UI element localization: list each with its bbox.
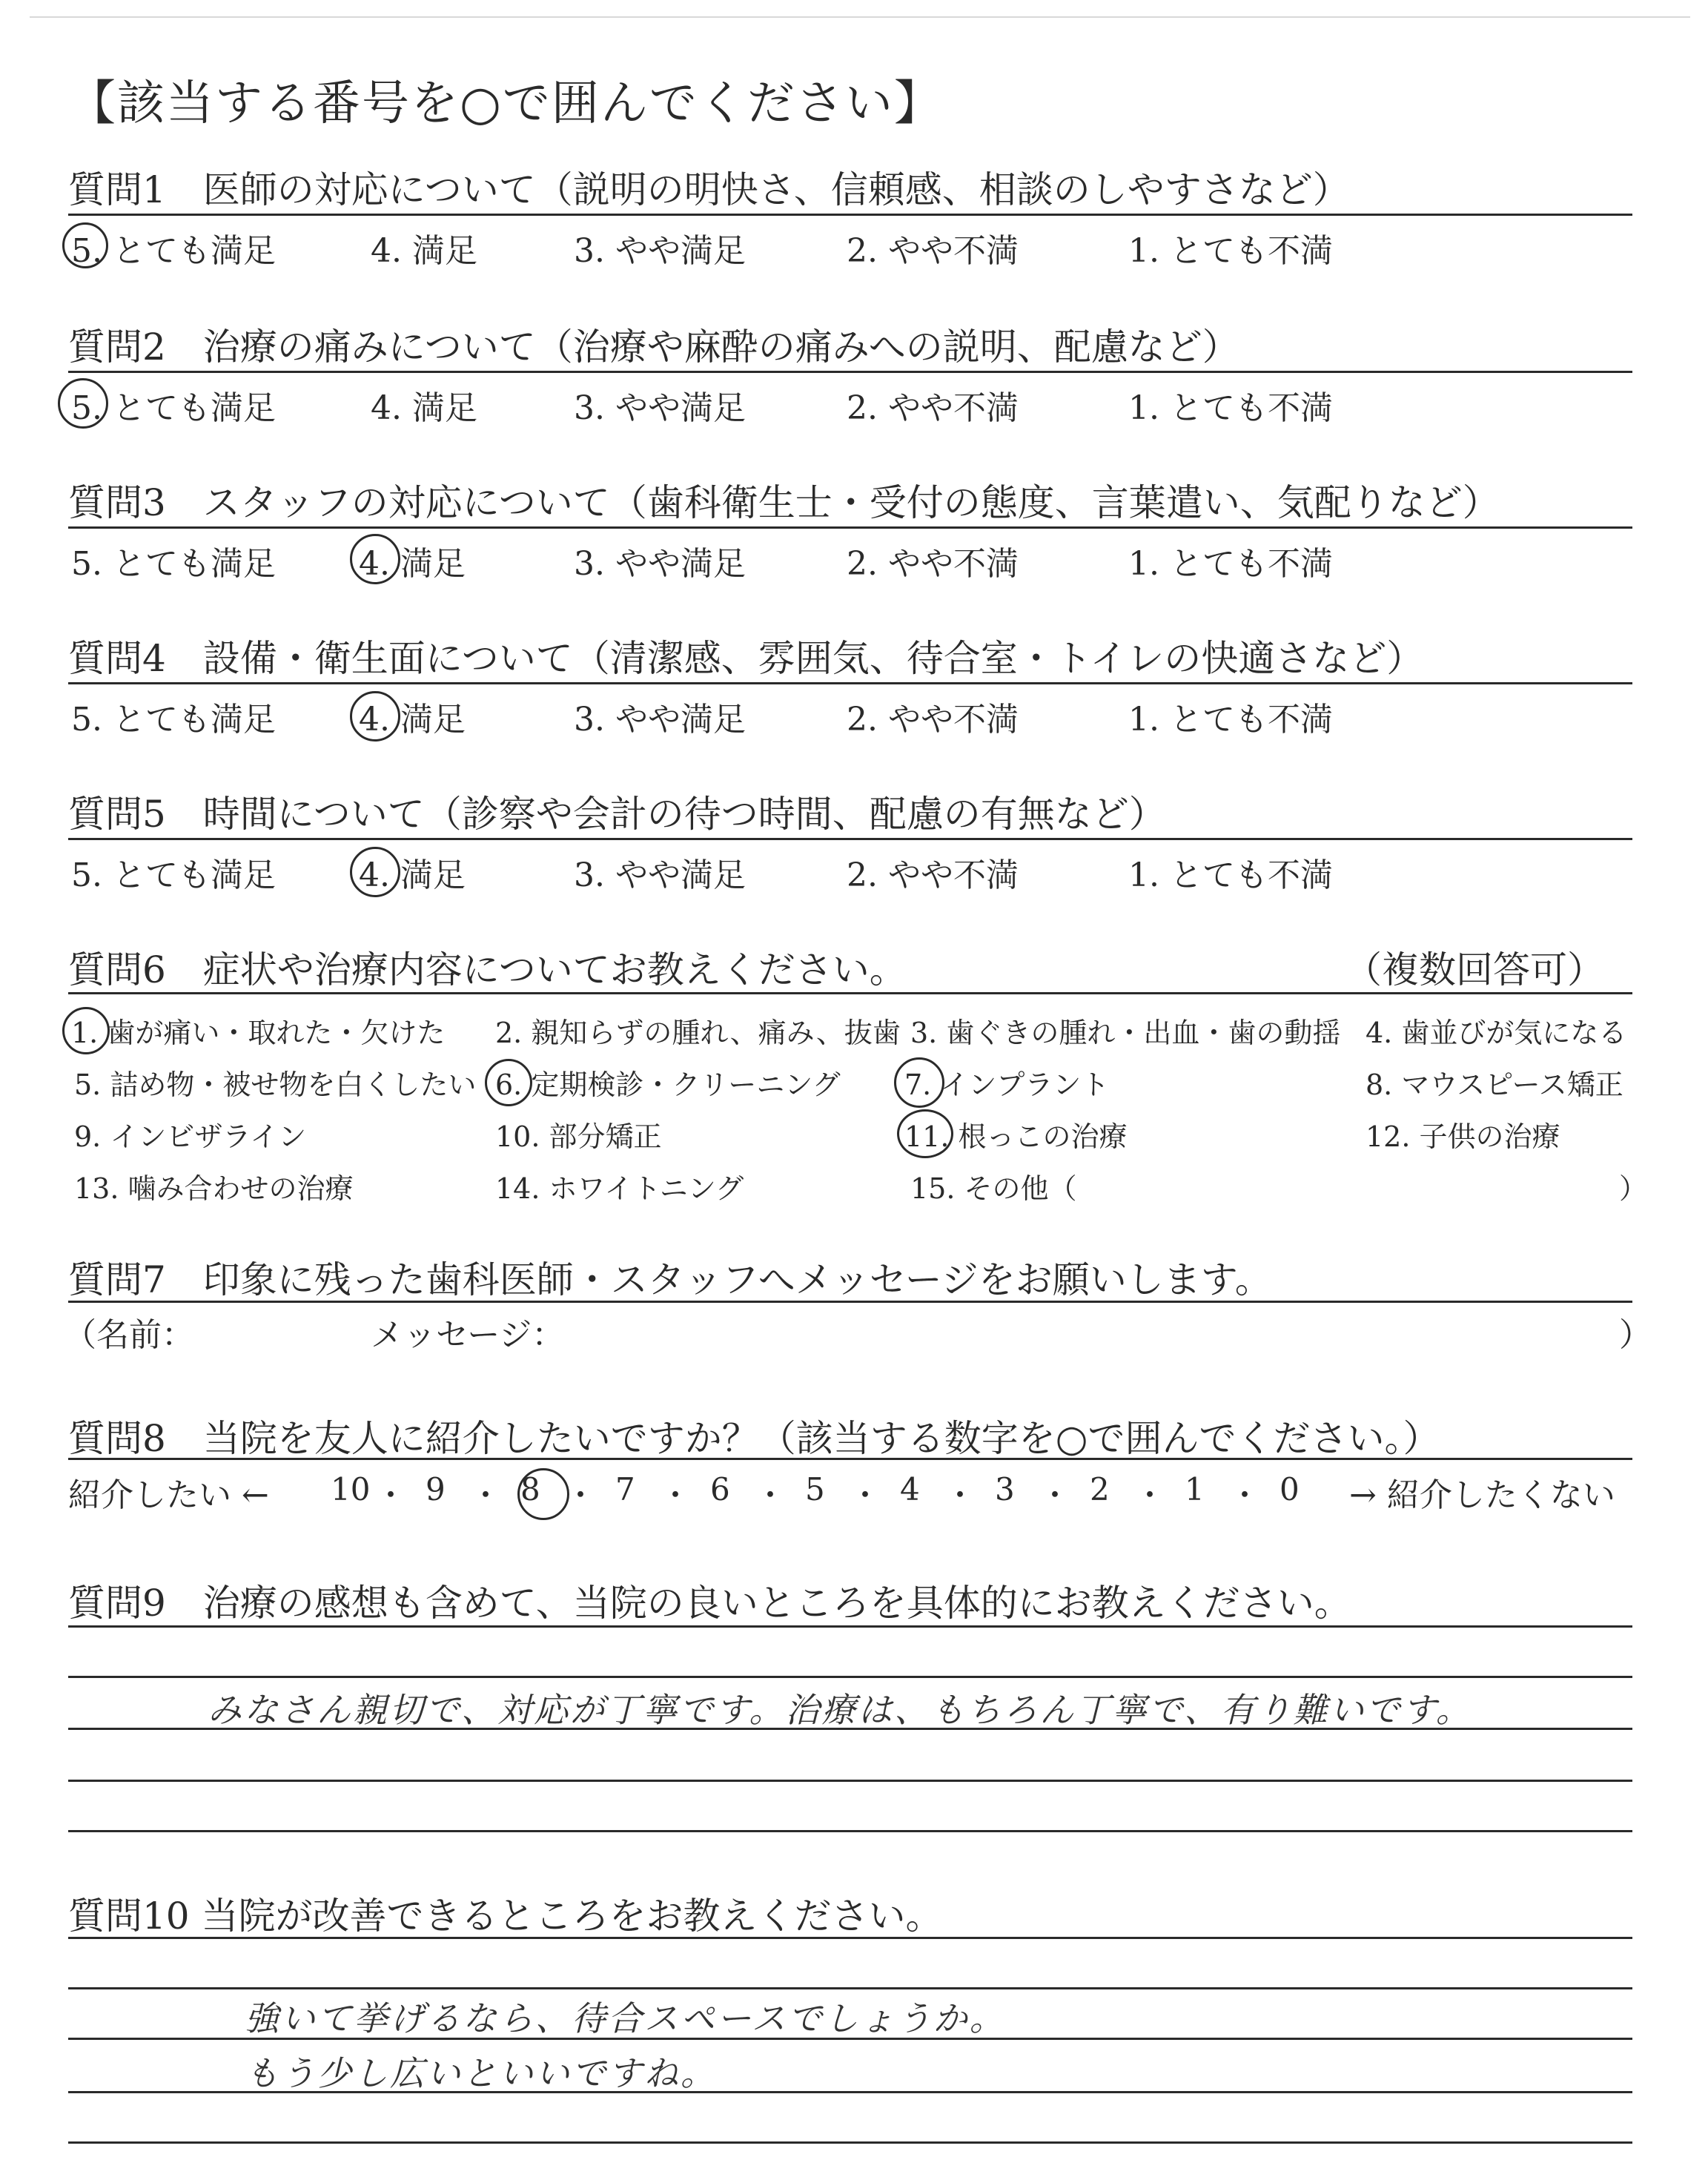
q2-selection-circle xyxy=(58,378,108,429)
q6-rule xyxy=(68,992,1632,994)
q6-selection-circle-7 xyxy=(894,1057,944,1108)
q2-option-5[interactable]: 5. とても満足 xyxy=(71,389,276,427)
q8-scale-9[interactable]: 9 xyxy=(426,1471,446,1507)
q8-scale-5[interactable]: 5 xyxy=(805,1471,825,1507)
q8-scale-separator: ・ xyxy=(470,1477,502,1513)
q6-option-14[interactable]: 14. ホワイトニング xyxy=(495,1172,744,1205)
q4-rule xyxy=(68,682,1632,684)
q1-option-3[interactable]: 3. やや満足 xyxy=(574,232,746,270)
q10-line-1 xyxy=(68,1937,1632,1939)
q6-option-9[interactable]: 9. インビザライン xyxy=(74,1120,307,1153)
q10-answer-line-1: 強いて挙げるなら、待合スペースでしょうか。 xyxy=(245,1998,1006,2038)
q3-selection-circle xyxy=(350,534,400,584)
page-title: 【該当する番号を○で囲んでください】 xyxy=(68,76,943,131)
q3-option-4[interactable]: 4. 満足 xyxy=(359,545,466,583)
q9-heading: 質問9 治療の感想も含めて、当院の良いところを具体的にお教えください。 xyxy=(68,1582,1351,1625)
q10-answer-line-2: もう少し広いといいですね。 xyxy=(245,2053,717,2093)
q6-option-1[interactable]: 1. 歯が痛い・取れた・欠けた xyxy=(71,1017,446,1049)
q6-option-6[interactable]: 6. 定期検診・クリーニング xyxy=(495,1069,841,1101)
q7-close-paren: ） xyxy=(1619,1316,1652,1354)
q10-line-4 xyxy=(68,2091,1632,2093)
q5-option-1[interactable]: 1. とても不満 xyxy=(1128,856,1333,894)
q8-scale-2[interactable]: 2 xyxy=(1090,1471,1110,1507)
q4-selection-circle xyxy=(350,691,400,742)
q8-scale-separator: ・ xyxy=(1039,1477,1071,1513)
q8-scale-4[interactable]: 4 xyxy=(900,1471,920,1507)
q10-line-5 xyxy=(68,2141,1632,2144)
q6-option-12[interactable]: 12. 子供の治療 xyxy=(1366,1120,1560,1153)
q6-option-13[interactable]: 13. 噛み合わせの治療 xyxy=(74,1172,354,1205)
q4-option-2[interactable]: 2. やや不満 xyxy=(847,701,1019,739)
q8-scale-separator: ・ xyxy=(755,1477,787,1513)
q8-scale-separator: ・ xyxy=(1229,1477,1261,1513)
q8-scale-0[interactable]: 0 xyxy=(1280,1471,1300,1507)
q8-selection-circle xyxy=(517,1468,569,1520)
q7-message-label: メッセージ： xyxy=(371,1316,565,1354)
q8-scale-3[interactable]: 3 xyxy=(995,1471,1015,1507)
q8-scale-separator: ・ xyxy=(375,1477,407,1513)
q6-selection-circle-6 xyxy=(485,1059,532,1106)
q2-option-1[interactable]: 1. とても不満 xyxy=(1128,389,1333,427)
q6-option-8[interactable]: 8. マウスピース矯正 xyxy=(1366,1069,1623,1101)
q5-heading: 質問5 時間について（診察や会計の待つ時間、配慮の有無など） xyxy=(68,793,1166,836)
q9-answer: みなさん親切で、対応が丁寧です。治療は、もちろん丁寧で、有り難いです。 xyxy=(208,1690,1472,1730)
q8-scale-separator: ・ xyxy=(850,1477,881,1513)
q4-heading: 質問4 設備・衛生面について（清潔感、雰囲気、待合室・トイレの快適さなど） xyxy=(68,637,1424,680)
q1-option-2[interactable]: 2. やや不満 xyxy=(847,232,1019,270)
q6-selection-circle-11 xyxy=(897,1109,953,1158)
q9-line-3 xyxy=(68,1728,1632,1730)
q6-option-3[interactable]: 3. 歯ぐきの腫れ・出血・歯の動揺 xyxy=(910,1017,1341,1049)
q8-rule xyxy=(68,1458,1632,1460)
q5-option-5[interactable]: 5. とても満足 xyxy=(71,856,276,894)
q3-option-1[interactable]: 1. とても不満 xyxy=(1128,545,1333,583)
q6-selection-circle-1 xyxy=(62,1007,110,1054)
q6-option-2[interactable]: 2. 親知らずの腫れ、痛み、抜歯 xyxy=(495,1017,901,1049)
q8-scale-separator: ・ xyxy=(565,1477,597,1513)
q8-scale-10[interactable]: 10 xyxy=(331,1471,371,1507)
q10-line-3 xyxy=(68,2038,1632,2040)
q10-heading: 質問10 当院が改善できるところをお教えください。 xyxy=(68,1895,943,1938)
q2-heading: 質問2 治療の痛みについて（治療や麻酔の痛みへの説明、配慮など） xyxy=(68,326,1239,369)
q4-option-3[interactable]: 3. やや満足 xyxy=(574,701,746,739)
q7-name-label: （名前： xyxy=(64,1316,194,1354)
q6-option-15[interactable]: 15. その他（ xyxy=(910,1172,1077,1205)
q1-option-1[interactable]: 1. とても不満 xyxy=(1128,232,1333,270)
q6-option-5[interactable]: 5. 詰め物・被せ物を白くしたい xyxy=(74,1069,477,1101)
q5-rule xyxy=(68,838,1632,840)
q2-option-3[interactable]: 3. やや満足 xyxy=(574,389,746,427)
q8-scale-1[interactable]: 1 xyxy=(1185,1471,1205,1507)
q1-option-4[interactable]: 4. 満足 xyxy=(371,232,477,270)
q8-scale-separator: ・ xyxy=(660,1477,692,1513)
q6-option-10[interactable]: 10. 部分矯正 xyxy=(495,1120,662,1153)
q3-option-3[interactable]: 3. やや満足 xyxy=(574,545,746,583)
q6-option-11[interactable]: 11. 根っこの治療 xyxy=(904,1120,1128,1153)
q8-scale-separator: ・ xyxy=(944,1477,976,1513)
q6-option-7[interactable]: 7. インプラント xyxy=(904,1069,1110,1101)
q5-option-3[interactable]: 3. やや満足 xyxy=(574,856,746,894)
top-edge xyxy=(30,16,1690,18)
q8-scale-6[interactable]: 6 xyxy=(710,1471,730,1507)
q2-option-2[interactable]: 2. やや不満 xyxy=(847,389,1019,427)
q4-option-4[interactable]: 4. 満足 xyxy=(359,701,466,739)
q1-selection-circle xyxy=(62,222,108,268)
q9-line-2 xyxy=(68,1676,1632,1678)
q4-option-5[interactable]: 5. とても満足 xyxy=(71,701,276,739)
q1-option-5[interactable]: 5. とても満足 xyxy=(71,232,276,270)
q7-rule xyxy=(68,1301,1632,1303)
q6-option-4[interactable]: 4. 歯並びが気になる xyxy=(1366,1017,1627,1049)
q1-heading: 質問1 医師の対応について（説明の明快さ、信頼感、相談のしやすさなど） xyxy=(68,168,1350,211)
q3-rule xyxy=(68,526,1632,529)
q3-heading: 質問3 スタッフの対応について（歯科衛生士・受付の態度、言葉遣い、気配りなど） xyxy=(68,481,1500,524)
q8-scale-separator: ・ xyxy=(1134,1477,1166,1513)
q8-heading: 質問8 当院を友人に紹介したいですか？（該当する数字を○で囲んでください。） xyxy=(68,1417,1440,1460)
q9-line-4 xyxy=(68,1780,1632,1782)
q6-multi-note: （複数回答可） xyxy=(1345,948,1604,991)
q6-option-15-close: ） xyxy=(1619,1172,1648,1205)
q5-selection-circle xyxy=(350,847,400,897)
q1-rule xyxy=(68,214,1632,216)
q2-option-4[interactable]: 4. 満足 xyxy=(371,389,477,427)
q3-option-2[interactable]: 2. やや不満 xyxy=(847,545,1019,583)
q2-rule xyxy=(68,371,1632,373)
q4-option-1[interactable]: 1. とても不満 xyxy=(1128,701,1333,739)
q8-scale-7[interactable]: 7 xyxy=(615,1471,635,1507)
q5-option-2[interactable]: 2. やや不満 xyxy=(847,856,1019,894)
q5-option-4[interactable]: 4. 満足 xyxy=(359,856,466,894)
q10-line-2 xyxy=(68,1987,1632,1989)
q9-line-5 xyxy=(68,1830,1632,1832)
q8-scale-8[interactable]: 8 xyxy=(520,1471,540,1507)
q8-right-label: → 紹介したくない xyxy=(1349,1476,1615,1514)
q9-line-1 xyxy=(68,1625,1632,1628)
q7-heading: 質問7 印象に残った歯科医師・スタッフへメッセージをお願いします。 xyxy=(68,1258,1272,1301)
q6-heading: 質問6 症状や治療内容についてお教えください。 xyxy=(68,948,907,991)
q8-left-label: 紹介したい ← xyxy=(68,1476,269,1514)
q3-option-5[interactable]: 5. とても満足 xyxy=(71,545,276,583)
